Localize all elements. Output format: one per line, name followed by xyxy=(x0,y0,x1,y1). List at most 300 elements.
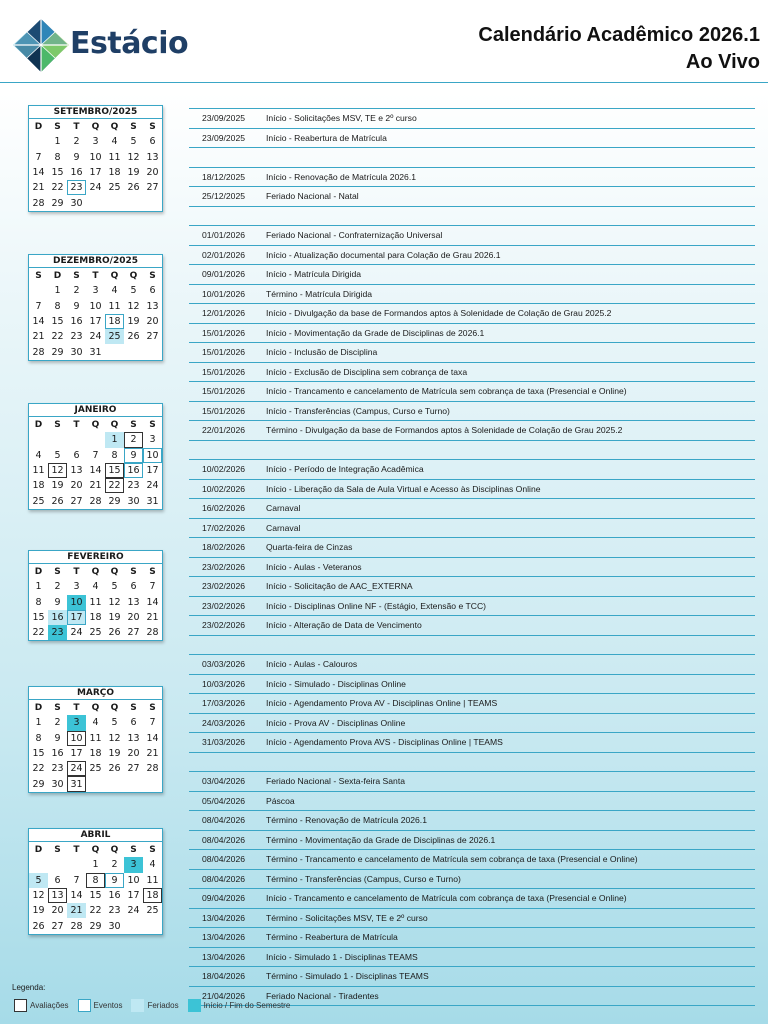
event-row xyxy=(189,966,755,986)
event-date: 10/01/2026 xyxy=(202,288,246,299)
event-description: Término - Trancamento e cancelamento de Matrícula sem cobrança de taxa (Presencial e Online) xyxy=(266,854,638,865)
weekday-header: S xyxy=(149,121,156,132)
calendar-day: 23 xyxy=(67,180,86,195)
month-calendar xyxy=(28,550,163,641)
event-row xyxy=(189,303,755,323)
calendar-day: 23 xyxy=(51,763,64,775)
event-date: 18/04/2026 xyxy=(202,971,246,982)
calendar-day: 16 xyxy=(70,316,83,328)
event-row xyxy=(189,128,755,148)
calendar-day: 25 xyxy=(89,763,102,775)
month-calendar xyxy=(28,403,163,510)
event-description: Início - Matrícula Dirigida xyxy=(266,269,362,280)
weekday-header: D xyxy=(34,419,43,430)
event-date: 23/02/2026 xyxy=(202,620,246,631)
event-row xyxy=(189,791,755,811)
calendar-day: 17 xyxy=(127,890,140,902)
month-title: DEZEMBRO/2025 xyxy=(29,255,162,268)
event-description: Início - Alteração de Data de Vencimento xyxy=(266,620,422,631)
calendar-day: 19 xyxy=(127,167,140,179)
calendar-day xyxy=(67,432,86,447)
weekday-header: Q xyxy=(91,844,100,855)
calendar-day xyxy=(124,776,143,791)
calendar-day: 20 xyxy=(146,167,159,179)
event-row xyxy=(189,362,755,382)
event-date: 15/01/2026 xyxy=(202,347,246,358)
calendar-day: 17 xyxy=(89,316,102,328)
calendar-day: 15 xyxy=(32,748,45,760)
calendar-day: 2 xyxy=(54,581,61,593)
event-row xyxy=(189,459,755,479)
calendar-day: 30 xyxy=(127,495,140,507)
weekday-header: S xyxy=(73,270,80,281)
weekday-header: S xyxy=(130,121,137,132)
event-date: 09/01/2026 xyxy=(202,269,246,280)
month-grid xyxy=(29,700,162,792)
event-row xyxy=(189,147,755,167)
calendar-day: 4 xyxy=(111,136,118,148)
month-grid xyxy=(29,268,162,360)
weekday-header: S xyxy=(54,702,61,713)
calendar-day xyxy=(143,776,162,791)
calendar-day: 22 xyxy=(51,331,64,343)
event-row xyxy=(189,576,755,596)
month-calendar xyxy=(28,828,163,935)
calendar-day: 28 xyxy=(146,627,159,639)
calendar-day: 10 xyxy=(143,448,162,463)
weekday-header: Q xyxy=(110,844,119,855)
month-grid xyxy=(29,564,162,640)
calendar-day: 15 xyxy=(105,463,124,478)
calendar-day xyxy=(29,857,48,872)
event-row xyxy=(189,420,755,440)
calendar-day xyxy=(67,857,86,872)
event-description: Início - Simulado - Disciplinas Online xyxy=(266,678,406,689)
legend-swatch xyxy=(14,999,27,1012)
weekday-header: D xyxy=(34,121,43,132)
calendar-day: 25 xyxy=(89,627,102,639)
calendar-day: 22 xyxy=(89,905,102,917)
legend-swatch xyxy=(188,999,201,1012)
calendar-day: 24 xyxy=(89,331,102,343)
event-row xyxy=(189,596,755,616)
calendar-day xyxy=(29,283,48,298)
calendar-day: 15 xyxy=(51,316,64,328)
month-calendar xyxy=(28,254,163,361)
calendar-day: 4 xyxy=(111,285,118,297)
calendar-day: 30 xyxy=(70,197,83,209)
title-line-1: Calendário Acadêmico 2026.1 xyxy=(478,24,760,46)
event-date: 18/02/2026 xyxy=(202,542,246,553)
calendar-day: 27 xyxy=(146,331,159,343)
calendar-day: 30 xyxy=(51,778,64,790)
event-row xyxy=(189,888,755,908)
calendar-day: 27 xyxy=(127,763,140,775)
calendar-day xyxy=(124,195,143,210)
calendar-day: 14 xyxy=(89,465,102,477)
calendar-day: 14 xyxy=(32,316,45,328)
calendar-day xyxy=(143,344,162,359)
calendar-day: 29 xyxy=(32,778,45,790)
month-title: ABRIL xyxy=(29,829,162,842)
calendar-day: 5 xyxy=(54,449,61,461)
calendar-day: 19 xyxy=(51,480,64,492)
event-date: 03/03/2026 xyxy=(202,659,246,670)
calendar-day: 11 xyxy=(89,596,102,608)
weekday-header: S xyxy=(130,419,137,430)
event-date: 15/01/2026 xyxy=(202,366,246,377)
event-date: 12/01/2026 xyxy=(202,308,246,319)
event-date: 03/04/2026 xyxy=(202,776,246,787)
weekday-header: S xyxy=(54,419,61,430)
event-date: 25/12/2025 xyxy=(202,191,246,202)
brand-name: Estácio xyxy=(70,26,189,61)
weekday-header: S xyxy=(149,419,156,430)
calendar-day: 22 xyxy=(32,627,45,639)
event-description: Feriado Nacional - Natal xyxy=(266,191,359,202)
event-row xyxy=(189,245,755,265)
legend xyxy=(14,999,299,1012)
calendar-day: 29 xyxy=(51,346,64,358)
calendar-day: 29 xyxy=(108,495,121,507)
calendar-day: 1 xyxy=(54,136,61,148)
calendar-day: 26 xyxy=(127,331,140,343)
calendar-day: 26 xyxy=(108,763,121,775)
event-date: 15/01/2026 xyxy=(202,327,246,338)
event-date: 24/03/2026 xyxy=(202,717,246,728)
event-row xyxy=(189,323,755,343)
event-description: Início - Disciplinas Online NF - (Estágio, Extensão e TCC) xyxy=(266,600,487,611)
event-row xyxy=(189,732,755,752)
event-date: 31/03/2026 xyxy=(202,737,246,748)
weekday-header: T xyxy=(92,270,99,281)
event-date: 15/01/2026 xyxy=(202,386,246,397)
event-description: Início - Aulas - Veteranos xyxy=(266,561,362,572)
calendar-day: 25 xyxy=(105,329,124,344)
calendar-day xyxy=(86,776,105,791)
calendar-day: 13 xyxy=(127,596,140,608)
calendar-day: 23 xyxy=(48,625,67,640)
calendar-day: 4 xyxy=(149,859,156,871)
event-description: Término - Transferências (Campus, Curso e Turno) xyxy=(266,873,461,884)
calendar-day: 7 xyxy=(149,581,156,593)
weekday-header: T xyxy=(73,566,80,577)
calendar-day: 17 xyxy=(67,610,86,625)
calendar-day: 15 xyxy=(32,612,45,624)
calendar-day: 10 xyxy=(89,151,102,163)
event-date: 13/04/2026 xyxy=(202,912,246,923)
month-title: MARÇO xyxy=(29,687,162,700)
month-title: JANEIRO xyxy=(29,404,162,417)
weekday-header: Q xyxy=(110,566,119,577)
calendar-day: 21 xyxy=(89,480,102,492)
calendar-day: 23 xyxy=(70,331,83,343)
calendar-day: 12 xyxy=(108,732,121,744)
event-description: Início - Solicitações MSV, TE e 2º curso xyxy=(266,113,417,124)
weekday-header: S xyxy=(130,702,137,713)
event-row xyxy=(189,635,755,655)
calendar-day: 9 xyxy=(105,873,124,888)
weekday-header: S xyxy=(149,844,156,855)
calendar-day: 19 xyxy=(127,316,140,328)
calendar-day: 1 xyxy=(35,581,42,593)
event-date: 10/02/2026 xyxy=(202,464,246,475)
calendar-day: 22 xyxy=(51,182,64,194)
event-date: 16/02/2026 xyxy=(202,503,246,514)
event-row xyxy=(189,167,755,187)
calendar-day: 19 xyxy=(108,612,121,624)
calendar-day: 13 xyxy=(70,465,83,477)
weekday-header: D xyxy=(34,566,43,577)
month-grid xyxy=(29,417,162,509)
legend-item-label: Feriados xyxy=(147,1001,179,1010)
calendar-day: 4 xyxy=(92,581,99,593)
event-description: Início - Agendamento Prova AV - Disciplinas Online | TEAMS xyxy=(266,698,498,709)
calendar-day: 10 xyxy=(67,731,86,746)
calendar-day: 17 xyxy=(70,748,83,760)
calendar-day: 24 xyxy=(89,182,102,194)
calendar-day: 30 xyxy=(108,920,121,932)
calendar-day: 9 xyxy=(124,448,143,463)
event-row xyxy=(189,264,755,284)
calendar-day: 9 xyxy=(73,300,80,312)
event-date: 13/04/2026 xyxy=(202,932,246,943)
event-date: 23/09/2025 xyxy=(202,132,246,143)
calendar-day: 13 xyxy=(48,888,67,903)
calendar-day: 28 xyxy=(32,346,45,358)
calendar-day: 23 xyxy=(108,905,121,917)
event-description: Início - Agendamento Prova AVS - Disciplinas Online | TEAMS xyxy=(266,737,503,748)
weekday-header: D xyxy=(53,270,62,281)
event-row xyxy=(189,615,755,635)
calendar-day: 3 xyxy=(92,136,99,148)
calendar-day: 12 xyxy=(32,890,45,902)
calendar-day: 16 xyxy=(70,167,83,179)
calendar-day: 22 xyxy=(32,763,45,775)
calendar-day: 2 xyxy=(73,136,80,148)
calendar-day: 14 xyxy=(146,732,159,744)
calendar-day: 10 xyxy=(127,874,140,886)
calendar-day: 13 xyxy=(146,151,159,163)
calendar-day: 8 xyxy=(54,300,61,312)
calendar-day: 20 xyxy=(127,748,140,760)
calendar-day: 18 xyxy=(143,888,162,903)
calendar-day: 19 xyxy=(32,905,45,917)
calendar-day: 8 xyxy=(35,596,42,608)
event-date: 09/04/2026 xyxy=(202,893,246,904)
month-grid xyxy=(29,119,162,211)
weekday-header: S xyxy=(130,844,137,855)
calendar-day: 2 xyxy=(73,285,80,297)
event-row xyxy=(189,284,755,304)
event-description: Término - Simulado 1 - Disciplinas TEAMS xyxy=(266,971,429,982)
event-description: Início - Trancamento e cancelamento de Matrícula sem cobrança de taxa (Presencial e Online) xyxy=(266,386,627,397)
calendar-day: 6 xyxy=(130,581,137,593)
event-date: 10/03/2026 xyxy=(202,678,246,689)
calendar-day: 3 xyxy=(73,581,80,593)
weekday-header: Q xyxy=(91,566,100,577)
event-description: Carnaval xyxy=(266,503,301,514)
calendar-day: 27 xyxy=(70,495,83,507)
weekday-header: S xyxy=(149,702,156,713)
event-description: Carnaval xyxy=(266,522,301,533)
calendar-day: 15 xyxy=(51,167,64,179)
calendar-day: 16 xyxy=(108,890,121,902)
weekday-header: Q xyxy=(91,702,100,713)
legend-item xyxy=(78,999,123,1012)
event-row xyxy=(189,947,755,967)
calendar-day: 10 xyxy=(67,595,86,610)
calendar-day: 2 xyxy=(124,432,143,447)
calendar-day: 20 xyxy=(70,480,83,492)
weekday-header: S xyxy=(149,566,156,577)
calendar-day: 6 xyxy=(73,449,80,461)
calendar-day xyxy=(29,432,48,447)
weekday-header: Q xyxy=(129,270,138,281)
calendar-day: 5 xyxy=(111,581,118,593)
calendar-day xyxy=(105,195,124,210)
legend-item xyxy=(131,999,178,1012)
event-row xyxy=(189,537,755,557)
calendar-day: 21 xyxy=(32,182,45,194)
calendar-day: 17 xyxy=(146,465,159,477)
legend-swatch xyxy=(78,999,91,1012)
calendar-day xyxy=(29,134,48,149)
event-row xyxy=(189,557,755,577)
event-date: 23/09/2025 xyxy=(202,113,246,124)
calendar-day: 21 xyxy=(67,903,86,918)
calendar-day: 8 xyxy=(54,151,61,163)
calendar-day: 9 xyxy=(54,732,61,744)
calendar-day xyxy=(48,432,67,447)
calendar-day: 21 xyxy=(32,331,45,343)
event-date: 13/04/2026 xyxy=(202,951,246,962)
event-date: 01/01/2026 xyxy=(202,230,246,241)
calendar-day: 31 xyxy=(146,495,159,507)
calendar-day: 20 xyxy=(146,316,159,328)
event-description: Início - Período de Integração Acadêmica xyxy=(266,464,424,475)
event-date: 02/01/2026 xyxy=(202,249,246,260)
calendar-day: 11 xyxy=(108,300,121,312)
calendar-day: 6 xyxy=(149,136,156,148)
calendar-day: 4 xyxy=(35,449,42,461)
legend-item xyxy=(188,999,291,1012)
event-date: 05/04/2026 xyxy=(202,795,246,806)
calendar-day: 11 xyxy=(89,732,102,744)
event-description: Início - Liberação da Sala de Aula Virtual e Acesso às Disciplinas Online xyxy=(266,483,541,494)
calendar-day: 17 xyxy=(89,167,102,179)
event-description: Início - Prova AV - Disciplinas Online xyxy=(266,717,406,728)
calendar-day: 11 xyxy=(32,465,45,477)
calendar-day xyxy=(124,918,143,933)
weekday-header: T xyxy=(73,844,80,855)
calendar-day: 12 xyxy=(127,151,140,163)
event-row xyxy=(189,479,755,499)
weekday-header: T xyxy=(73,702,80,713)
calendar-day: 7 xyxy=(35,151,42,163)
legend-swatch xyxy=(131,999,144,1012)
weekday-header: S xyxy=(149,270,156,281)
event-description: Término - Movimentação da Grade de Disciplinas de 2026.1 xyxy=(266,834,496,845)
month-grid xyxy=(29,842,162,934)
event-row xyxy=(189,186,755,206)
weekday-header: D xyxy=(34,844,43,855)
calendar-day: 31 xyxy=(67,776,86,791)
calendar-day: 24 xyxy=(70,627,83,639)
title-line-2: Ao Vivo xyxy=(685,51,760,73)
calendar-day: 24 xyxy=(127,905,140,917)
weekday-header: S xyxy=(35,270,42,281)
calendar-day: 10 xyxy=(89,300,102,312)
event-row xyxy=(189,518,755,538)
weekday-header: T xyxy=(73,121,80,132)
weekday-header: Q xyxy=(91,419,100,430)
calendar-day: 11 xyxy=(146,874,159,886)
calendar-day: 24 xyxy=(67,761,86,776)
calendar-day: 5 xyxy=(111,717,118,729)
calendar-day xyxy=(105,776,124,791)
calendar-day: 12 xyxy=(127,300,140,312)
calendar-day: 26 xyxy=(108,627,121,639)
calendar-day: 18 xyxy=(89,748,102,760)
weekday-header: Q xyxy=(91,121,100,132)
calendar-day xyxy=(143,918,162,933)
event-date: 21/04/2026 xyxy=(202,990,246,1001)
calendar-day: 1 xyxy=(35,717,42,729)
event-row xyxy=(189,927,755,947)
event-description: Término - Renovação de Matrícula 2026.1 xyxy=(266,815,427,826)
calendar-day: 9 xyxy=(54,596,61,608)
calendar-day: 2 xyxy=(54,717,61,729)
weekday-header: Q xyxy=(110,419,119,430)
calendar-day: 3 xyxy=(149,434,156,446)
calendar-day xyxy=(143,195,162,210)
event-description: Início - Simulado 1 - Disciplinas TEAMS xyxy=(266,951,418,962)
calendar-day: 26 xyxy=(127,182,140,194)
calendar-day: 6 xyxy=(54,874,61,886)
calendar-day: 25 xyxy=(146,905,159,917)
calendar-day: 1 xyxy=(92,859,99,871)
calendar-day xyxy=(48,857,67,872)
event-date: 23/02/2026 xyxy=(202,600,246,611)
calendar-day xyxy=(86,432,105,447)
calendar-day: 23 xyxy=(127,480,140,492)
event-description: Término - Solicitações MSV, TE e 2º curso xyxy=(266,912,428,923)
calendar-day: 3 xyxy=(92,285,99,297)
calendar-day: 7 xyxy=(149,717,156,729)
calendar-day: 21 xyxy=(146,748,159,760)
event-description: Feriado Nacional - Confraternização Universal xyxy=(266,230,443,241)
event-row xyxy=(189,225,755,245)
event-row xyxy=(189,713,755,733)
calendar-day: 5 xyxy=(130,136,137,148)
calendar-day: 28 xyxy=(70,920,83,932)
event-description: Início - Renovação de Matrícula 2026.1 xyxy=(266,171,417,182)
event-row xyxy=(189,908,755,928)
legend-label: Legenda: xyxy=(12,983,46,992)
calendar-day: 28 xyxy=(89,495,102,507)
event-date: 08/04/2026 xyxy=(202,873,246,884)
calendar-day: 8 xyxy=(111,449,118,461)
month-calendar xyxy=(28,105,163,212)
event-row xyxy=(189,752,755,772)
event-date: 23/02/2026 xyxy=(202,581,246,592)
event-description: Término - Reabertura de Matrícula xyxy=(266,932,398,943)
event-date: 15/01/2026 xyxy=(202,405,246,416)
calendar-day: 3 xyxy=(67,715,86,730)
legend-item xyxy=(14,999,69,1012)
calendar-day: 5 xyxy=(130,285,137,297)
